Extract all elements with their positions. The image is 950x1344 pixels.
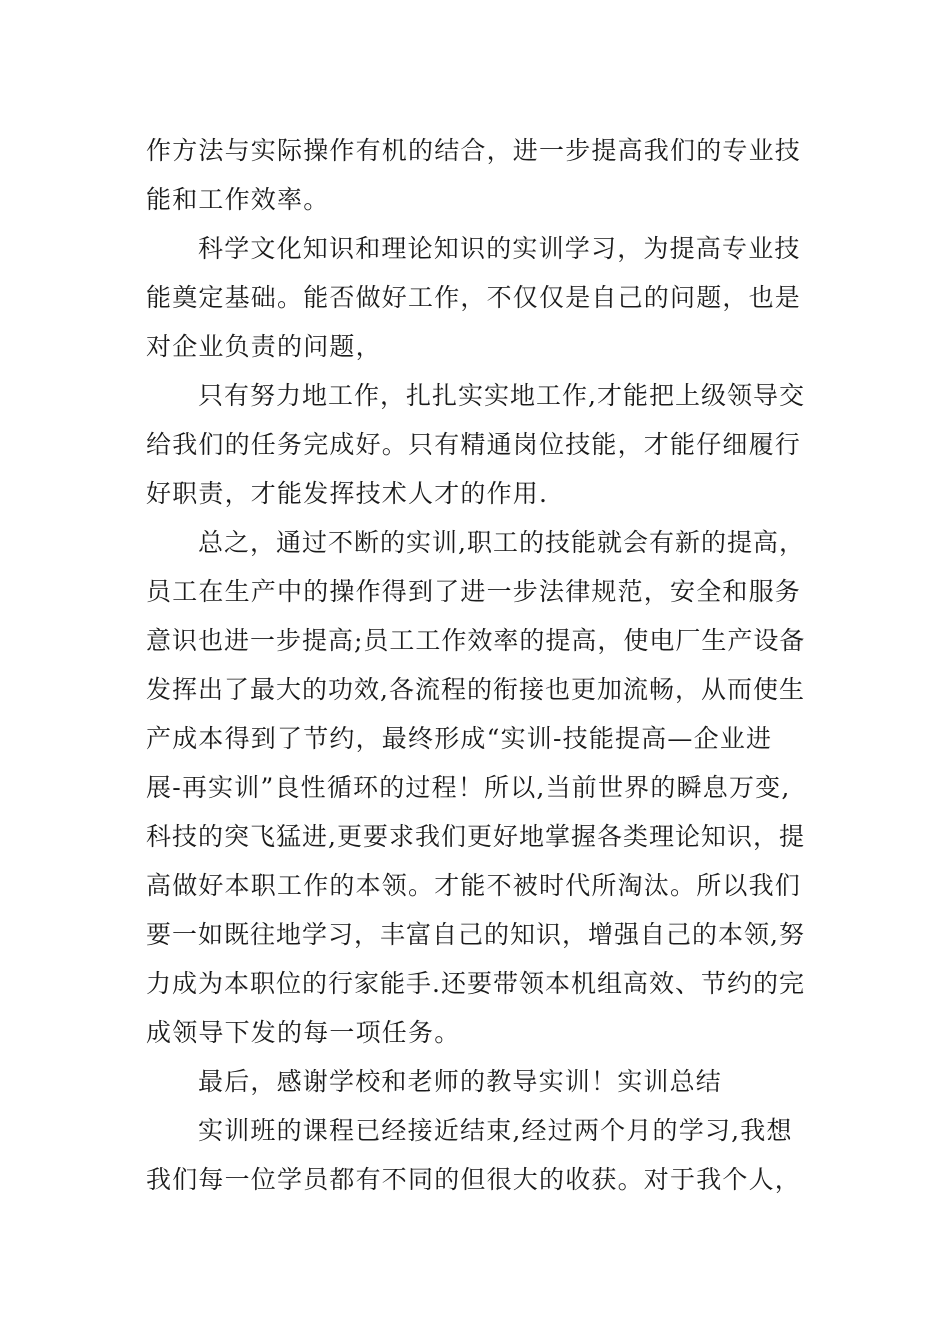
text-line: 能奠定基础。能否做好工作，不仅仅是自己的问题，也是 <box>146 283 802 312</box>
text-line: 发挥出了最大的功效,各流程的衔接也更加流畅，从而使生 <box>146 675 805 704</box>
document-body <box>146 126 806 1204</box>
text-line: 实训班的课程已经接近结束,经过两个月的学习,我想 <box>198 1116 793 1145</box>
text-line: 成领导下发的每一项任务。 <box>146 1018 461 1047</box>
text-line: 作方法与实际操作有机的结合，进一步提高我们的专业技 <box>146 136 802 165</box>
text-line: 我们每一位学员都有不同的但很大的收获。对于我个人， <box>146 1165 802 1194</box>
text-line: 高做好本职工作的本领。才能不被时代所淘汰。所以我们 <box>146 871 802 900</box>
text-line: 科技的突飞猛进,更要求我们更好地掌握各类理论知识，提 <box>146 822 805 851</box>
text-line: 只有努力地工作，扎扎实实地工作,才能把上级领导交 <box>198 381 805 410</box>
text-line: 要一如既往地学习，丰富自己的知识，增强自己的本领,努 <box>146 920 805 949</box>
text-line: 科学文化知识和理论知识的实训学习，为提高专业技 <box>198 234 801 263</box>
text-line: 员工在生产中的操作得到了进一步法律规范，安全和服务 <box>146 577 802 606</box>
text-line: 产成本得到了节约，最终形成“实训-技能提高—企业进 <box>146 724 773 753</box>
text-line: 力成为本职位的行家能手.还要带领本机组高效、节约的完 <box>146 969 805 998</box>
text-line: 能和工作效率。 <box>146 185 330 214</box>
text-line: 对企业负责的问题， <box>146 332 382 361</box>
text-line: 展-再实训”良性循环的过程！所以,当前世界的瞬息万变, <box>146 773 791 802</box>
text-line: 意识也进一步提高;员工工作效率的提高，使电厂生产设备 <box>146 626 806 655</box>
text-line: 给我们的任务完成好。只有精通岗位技能，才能仔细履行 <box>146 430 802 459</box>
text-line: 最后，感谢学校和老师的教导实训！实训总结 <box>198 1067 723 1096</box>
text-line: 总之，通过不断的实训,职工的技能就会有新的提高， <box>198 528 805 557</box>
text-line: 好职责，才能发挥技术人才的作用. <box>146 479 549 508</box>
